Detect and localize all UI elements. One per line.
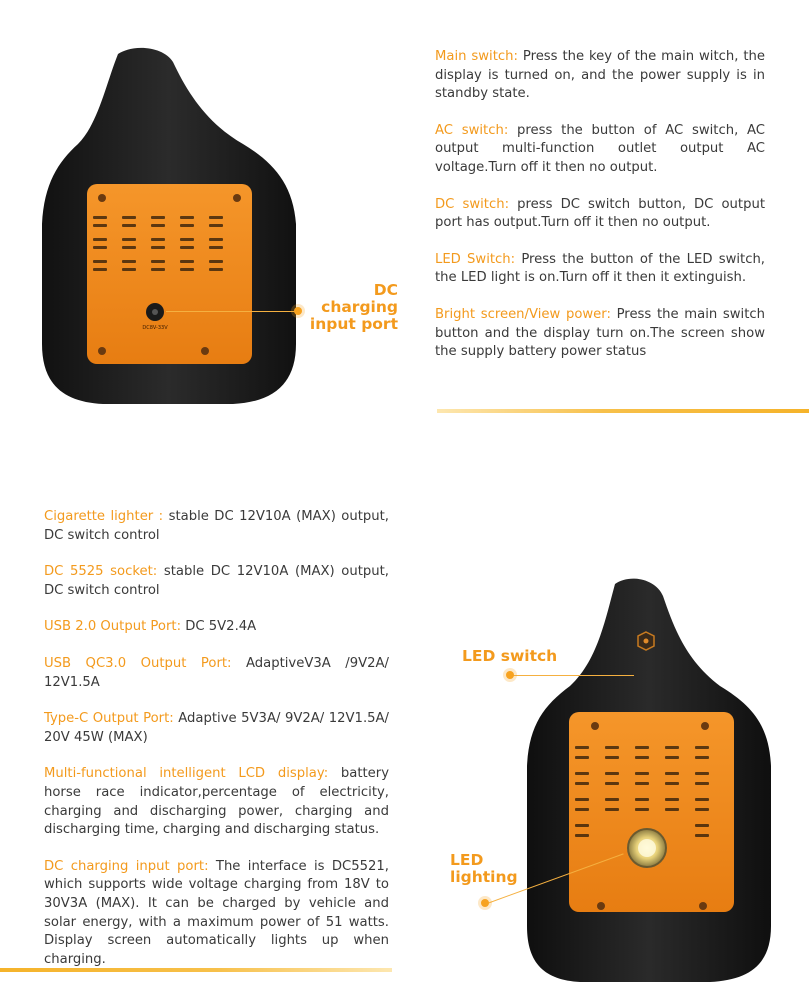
feature-dc-5525-socket: DC 5525 socket: stable DC 12V10A (MAX) output, DC switch control [44,564,389,598]
callout-line2: input port [309,315,398,333]
feature-lcd-display: Multi-functional intelligent LCD display: battery horse race indicator,percentage of electricity, charging and discharging power, charging and discharging time, charging and discharging status. [44,766,390,838]
callout-led-lighting-line1: LED [450,851,484,869]
feature-dc-switch: DC switch: press DC switch button, DC output port has output.Turn off it then no output. [435,196,765,231]
callout-led-switch-line [512,675,634,676]
bottom-feature-list [44,508,389,987]
feature-cigarette-lighter: Cigarette lighter : stable DC 12V10A (MAX) output, DC switch control [44,509,389,543]
orange-panel [569,712,734,912]
callout-led-switch-label: LED switch [462,647,558,665]
callout-led-lighting-line2: lighting [450,868,518,886]
callout-dc-charging-input-port [300,282,398,333]
power-station-back-image [38,44,300,406]
feature-type-c-port: Type-C Output Port: Adaptive 5V3A/ 9V2A/ 12V1.5A/ 20V 45W (MAX) [44,711,389,745]
top-feature-list [435,48,765,380]
feature-main-switch: Main switch: Press the key of the main witch, the display is turned on, and the power supply is in standby state. [435,49,765,102]
feature-dc-charging-input: DC charging input port: The interface is DC5521, which supports wide voltage charging from 18V to 30V3A (MAX). It can be charged by vehicle and solar energy, with a maximum power of 51 watts. Display screen automatically lights up when charging. [44,858,389,967]
callout-led-lighting-dot [481,899,489,907]
callout-led-switch [462,648,557,665]
feature-usb-2-port: USB 2.0 Output Port: DC 5V2.4A [44,619,257,635]
feature-led-switch: LED Switch: Press the button of the LED switch, the LED light is on.Turn off it then it extinguish. [435,251,765,286]
callout-led-switch-dot [506,671,514,679]
feature-usb-qc3-port: USB QC3.0 Output Port: AdaptiveV3A /9V2A/ 12V1.5A [44,655,389,690]
top-gold-divider [437,409,809,413]
bottom-gold-divider [0,968,392,972]
callout-leader-line [166,311,296,312]
feature-bright-screen: Bright screen/View power: Press the main switch button and the display turn on.The screen show the supply battery power status [435,306,765,360]
orange-panel [87,184,252,364]
callout-line1: DC charging [321,281,398,316]
callout-dot [294,307,302,315]
power-station-led-side-image [525,576,775,984]
top-section [0,0,809,470]
feature-ac-switch: AC switch: press the button of AC switch, AC output multi-function outlet output AC voltage.Turn off it then no output. [435,122,766,175]
bottom-section [0,470,809,1000]
port-tiny-label: DC8V-33V [142,325,168,331]
callout-led-lighting [450,852,518,886]
